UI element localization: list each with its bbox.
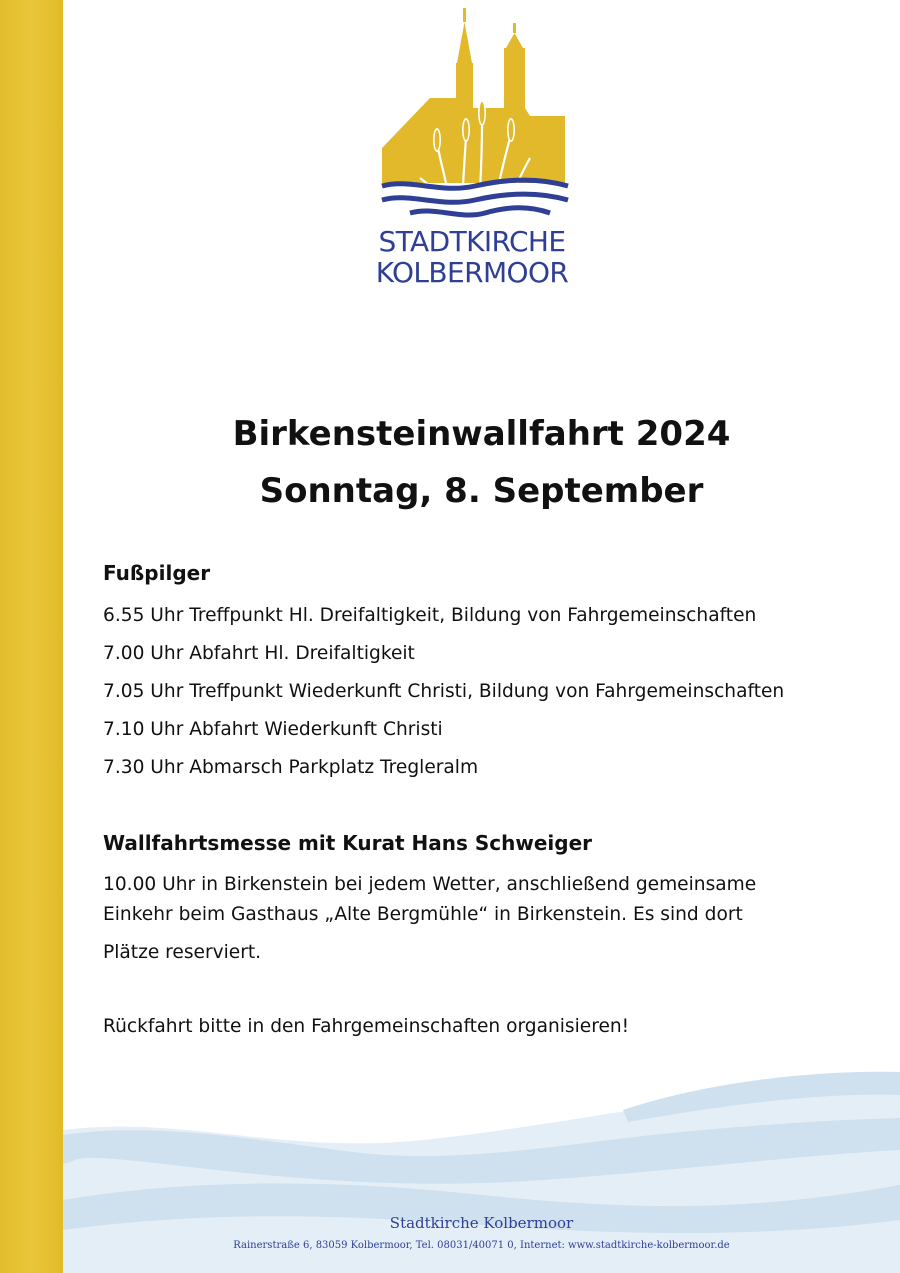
messe-paragraph <box>103 870 863 968</box>
messe-line: 10.00 Uhr in Birkenstein bei jedem Wetter, anschließend gemeinsame <box>103 874 757 895</box>
schedule-item: 7.10 Uhr Abfahrt Wiederkunft Christi <box>103 719 443 740</box>
schedule-item: 6.55 Uhr Treffpunkt Hl. Dreifaltigkeit, Bildung von Fahrgemeinschaften <box>103 605 757 626</box>
page-title: Birkensteinwallfahrt 2024 <box>232 414 731 454</box>
logo-text-line2: KOLBERMOOR <box>375 256 569 289</box>
heading-wallfahrtsmesse: Wallfahrtsmesse mit Kurat Hans Schweiger <box>103 831 593 855</box>
footer-name: Stadtkirche Kolbermoor <box>389 1214 574 1232</box>
schedule-item: 7.05 Uhr Treffpunkt Wiederkunft Christi, Bildung von Fahrgemeinschaften <box>103 681 785 702</box>
heading-fusspilger: Fußpilger <box>103 561 211 585</box>
messe-line: Einkehr beim Gasthaus „Alte Bergmühle“ in Birkenstein. Es sind dort <box>103 904 743 925</box>
yellow-side-bar <box>0 0 63 1273</box>
messe-line: Plätze reserviert. <box>103 942 262 963</box>
schedule-list <box>103 602 784 792</box>
page-subtitle-date: Sonntag, 8. September <box>259 471 704 511</box>
logo-text-line1: STADTKIRCHE <box>378 225 566 258</box>
schedule-item: 7.00 Uhr Abfahrt Hl. Dreifaltigkeit <box>103 643 415 664</box>
schedule-item: 7.30 Uhr Abmarsch Parkplatz Tregleralm <box>103 757 479 778</box>
footer-address: Rainerstraße 6, 83059 Kolbermoor, Tel. 08031/40071 0, Internet: www.stadtkirche-kolbermoor.de <box>233 1240 730 1251</box>
rueckfahrt-note: Rückfahrt bitte in den Fahrgemeinschaften organisieren! <box>103 1016 630 1037</box>
